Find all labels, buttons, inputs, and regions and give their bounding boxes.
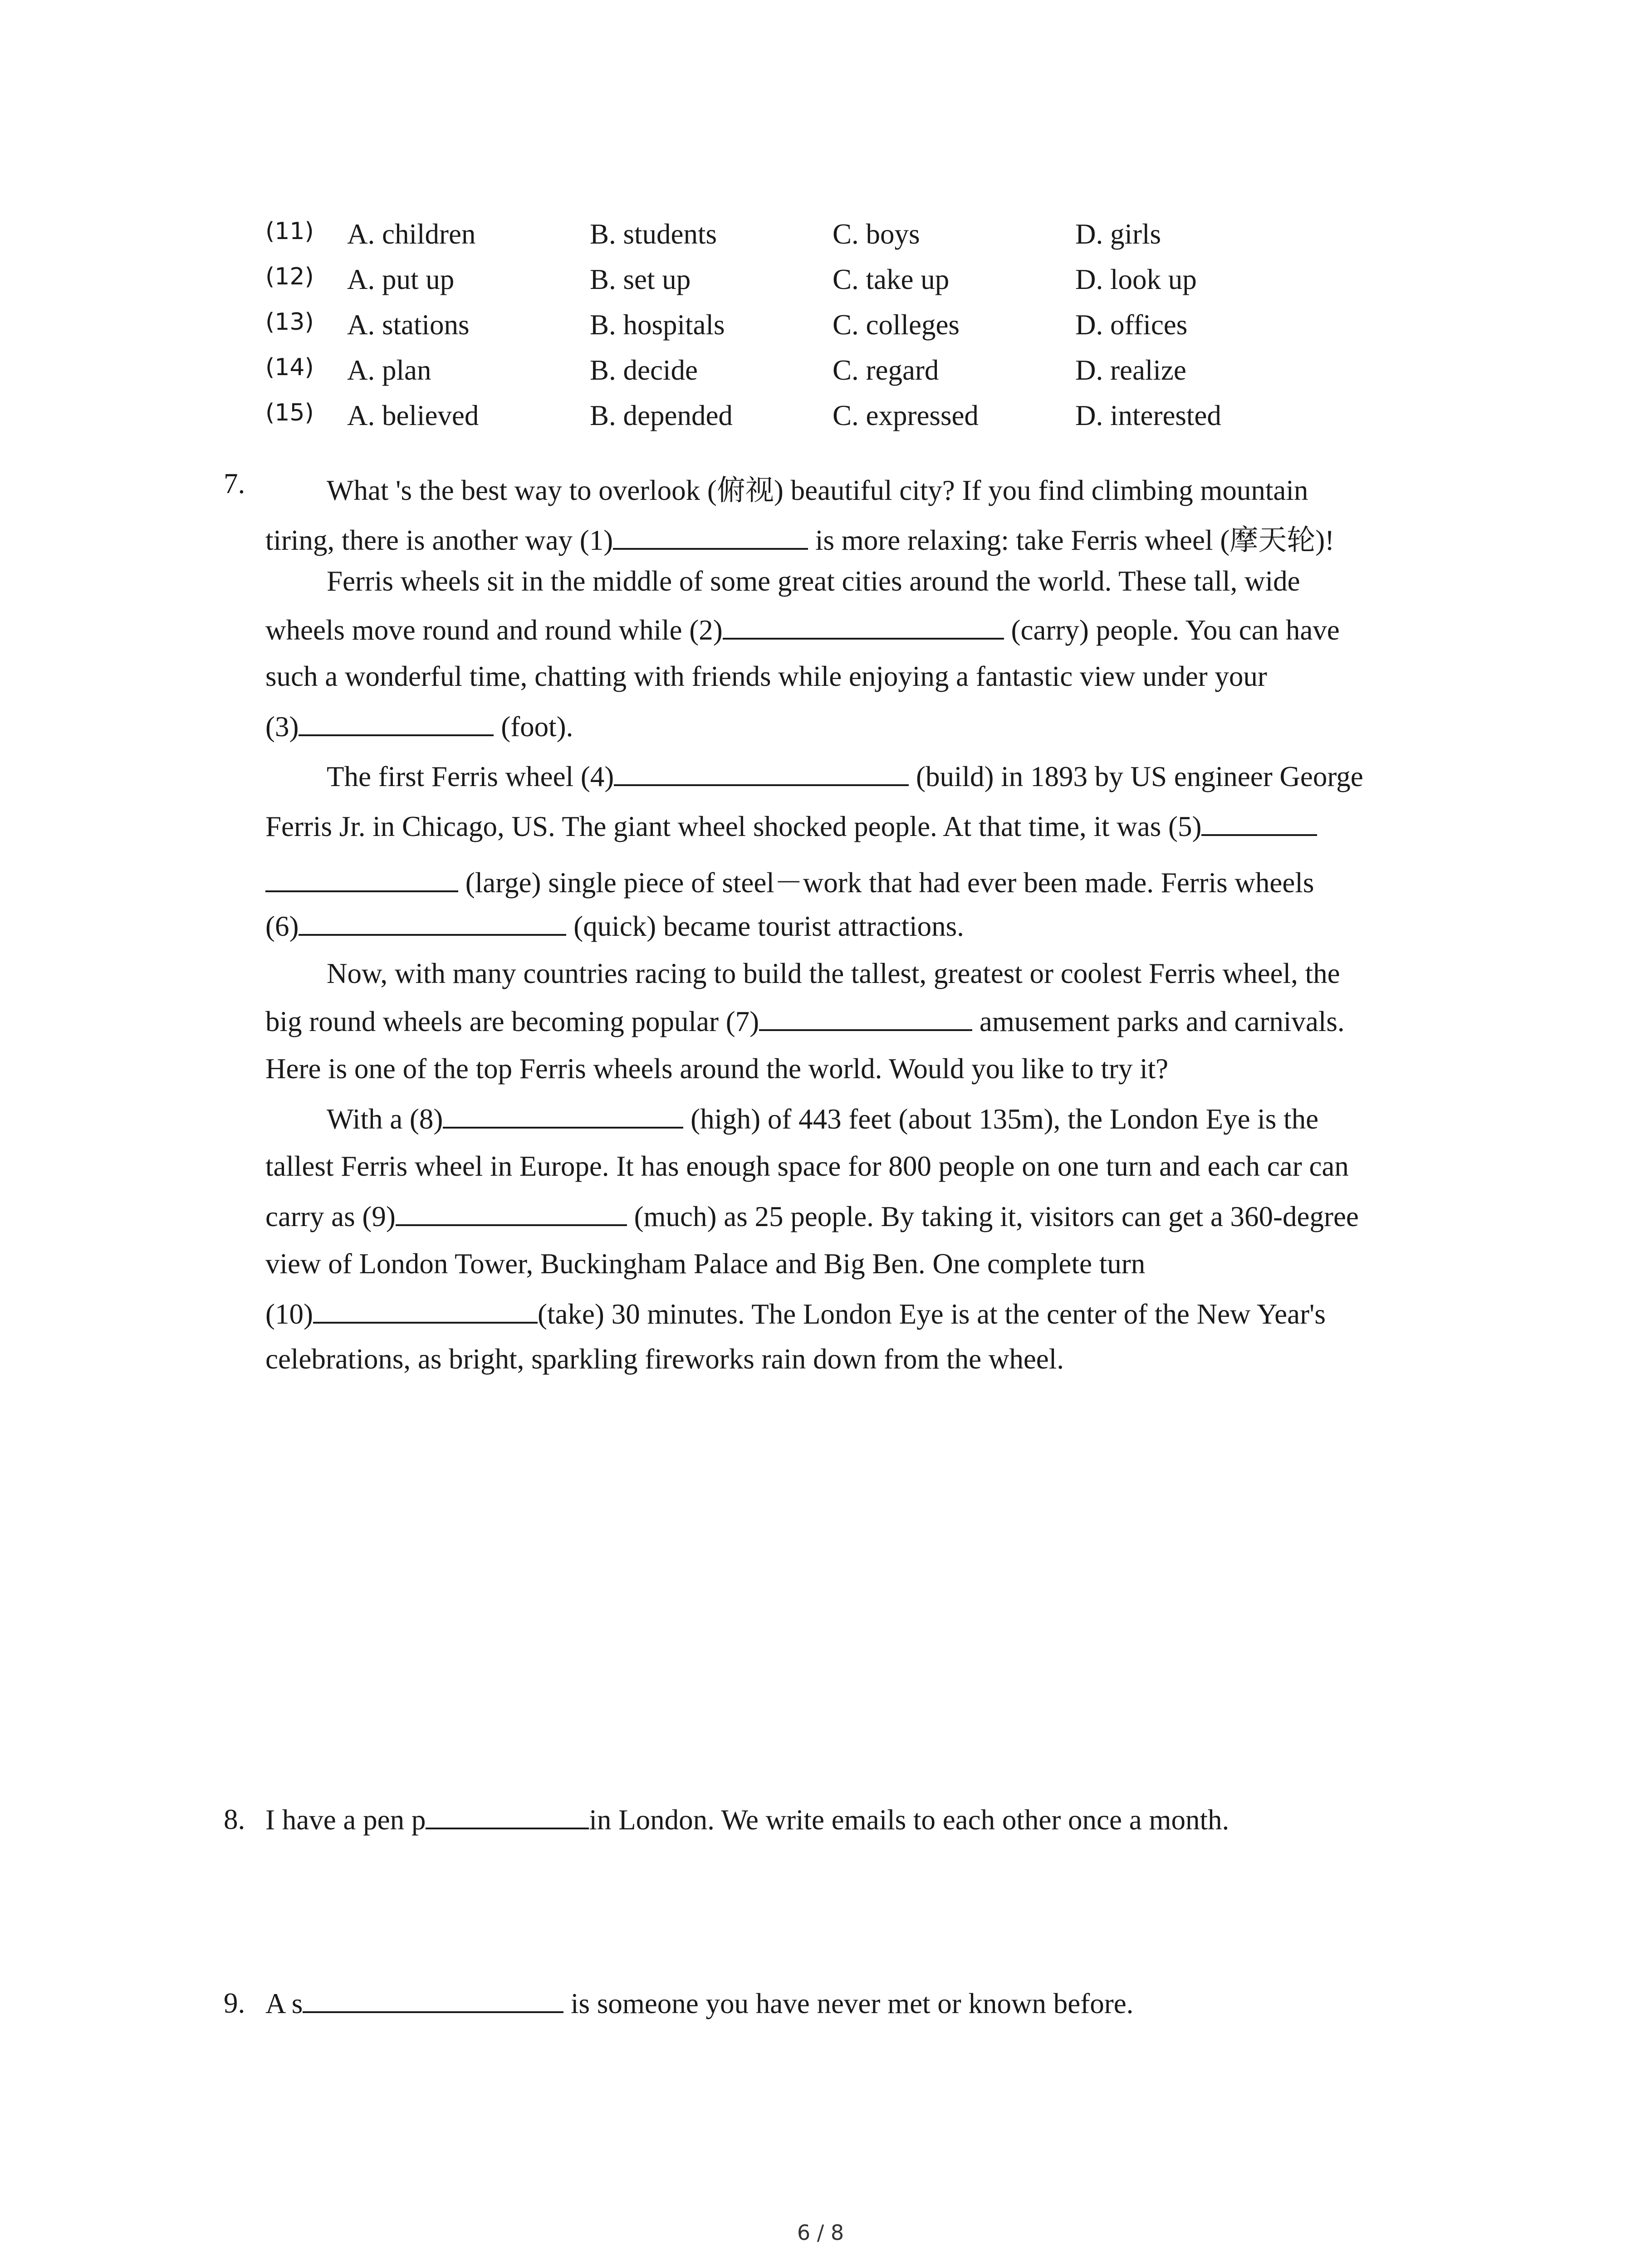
answer-blank-5-continued[interactable] (265, 866, 458, 892)
passage-line (265, 860, 1314, 901)
passage-line: such a wonderful time, chatting with friends while enjoying a fantastic view under your (265, 660, 1267, 692)
passage-text: (take) 30 minutes. The London Eye is at the center of the New Year's (537, 1298, 1326, 1330)
answer-blank-4[interactable] (614, 760, 909, 786)
answer-blank-6[interactable] (299, 909, 566, 936)
passage-text: carry as (9) (265, 1201, 396, 1232)
option-d: D. interested (1075, 400, 1221, 431)
passage-line: Ferris wheels sit in the middle of some great cities around the world. These tall, wide (327, 565, 1300, 597)
passage-line (265, 613, 1340, 647)
passage-line (265, 1297, 1326, 1331)
passage-line (265, 710, 573, 743)
option-number: (12) (265, 263, 314, 290)
passage-line (265, 1005, 1345, 1038)
answer-blank-2[interactable] (723, 613, 1004, 640)
passage-line: Here is one of the top Ferris wheels around the world. Would you like to try it? (265, 1053, 1169, 1085)
passage-line (265, 517, 1334, 558)
answer-blank-8[interactable] (443, 1102, 683, 1129)
option-b: B. hospitals (590, 309, 725, 341)
passage-text: (6) (265, 910, 299, 942)
question-9-number: 9. (224, 1987, 245, 2019)
question-text: A s (265, 1988, 303, 2019)
passage-text: big round wheels are becoming popular (7) (265, 1006, 759, 1037)
question-7-number: 7. (224, 468, 245, 499)
option-a: A. stations (347, 309, 470, 341)
passage-line: tallest Ferris wheel in Europe. It has enough space for 800 people on one turn and each car can (265, 1150, 1349, 1182)
question-9-text (265, 1987, 1133, 2020)
passage-text: (quick) became tourist attractions. (566, 910, 964, 942)
passage-text: With a (8) (327, 1103, 443, 1135)
option-d: D. realize (1075, 354, 1186, 386)
passage-line (265, 1200, 1359, 1233)
passage-text: amusement parks and carnivals. (972, 1006, 1345, 1037)
option-a: A. plan (347, 354, 431, 386)
answer-blank-9[interactable] (396, 1200, 627, 1226)
passage-text: (10) (265, 1298, 313, 1330)
option-a: A. believed (347, 400, 479, 431)
passage-text: (build) in 1893 by US engineer George (909, 761, 1363, 792)
passage-line: celebrations, as bright, sparkling fireworks rain down from the wheel. (265, 1343, 1064, 1375)
question-text: is someone you have never met or known before. (563, 1988, 1134, 2019)
passage-text: (3) (265, 711, 299, 743)
option-b: B. depended (590, 400, 733, 431)
passage-text: is more relaxing: take Ferris wheel (摩天轮)! (808, 524, 1335, 556)
passage-line: Now, with many countries racing to build the tallest, greatest or coolest Ferris wheel, the (327, 958, 1340, 989)
passage-line: view of London Tower, Buckingham Palace and Big Ben. One complete turn (265, 1248, 1146, 1280)
option-c: C. colleges (833, 309, 960, 341)
question-text: in London. We write emails to each other once a month. (589, 1804, 1230, 1836)
answer-blank-q8[interactable] (426, 1803, 589, 1829)
answer-blank-1[interactable] (613, 523, 808, 550)
passage-text: (foot). (494, 711, 573, 743)
option-number: (11) (265, 218, 314, 245)
question-8-text (265, 1803, 1229, 1837)
page-number: 6 / 8 (797, 2220, 844, 2245)
option-c: C. regard (833, 354, 939, 386)
answer-blank-3[interactable] (299, 710, 494, 736)
passage-text: The first Ferris wheel (4) (327, 761, 614, 792)
option-number: (15) (265, 399, 314, 426)
option-number: (13) (265, 308, 314, 336)
option-b: B. set up (590, 264, 691, 295)
question-8-number: 8. (224, 1804, 245, 1835)
option-d: D. girls (1075, 218, 1161, 250)
option-b: B. decide (590, 354, 698, 386)
option-c: C. take up (833, 264, 950, 295)
answer-blank-10[interactable] (313, 1297, 538, 1324)
passage-line (327, 760, 1363, 793)
passage-text: wheels move round and round while (2) (265, 614, 723, 646)
option-c: C. boys (833, 218, 920, 250)
passage-text: (large) single piece of steel－work that had ever been made. Ferris wheels (458, 867, 1314, 899)
option-a: A. children (347, 218, 476, 250)
option-d: D. offices (1075, 309, 1188, 341)
passage-text: (much) as 25 people. By taking it, visitors can get a 360-degree (627, 1201, 1359, 1232)
passage-text: (carry) people. You can have (1004, 614, 1340, 646)
option-a: A. put up (347, 264, 455, 295)
passage-line (265, 810, 1317, 843)
option-c: C. expressed (833, 400, 979, 431)
passage-line (265, 909, 964, 943)
passage-text: Ferris Jr. in Chicago, US. The giant wheel shocked people. At that time, it was (5) (265, 811, 1202, 842)
question-text: I have a pen p (265, 1804, 426, 1836)
passage-text: (high) of 443 feet (about 135m), the London Eye is the (683, 1103, 1319, 1135)
option-number: (14) (265, 354, 314, 381)
option-d: D. look up (1075, 264, 1197, 295)
passage-line: What 's the best way to overlook (俯视) beautiful city? If you find climbing mountain (327, 474, 1308, 506)
passage-text: tiring, there is another way (1) (265, 524, 613, 556)
answer-blank-7[interactable] (759, 1005, 972, 1031)
answer-blank-q9[interactable] (303, 1987, 563, 2013)
answer-blank-5[interactable] (1201, 810, 1317, 836)
passage-line (327, 1102, 1318, 1136)
option-b: B. students (590, 218, 717, 250)
